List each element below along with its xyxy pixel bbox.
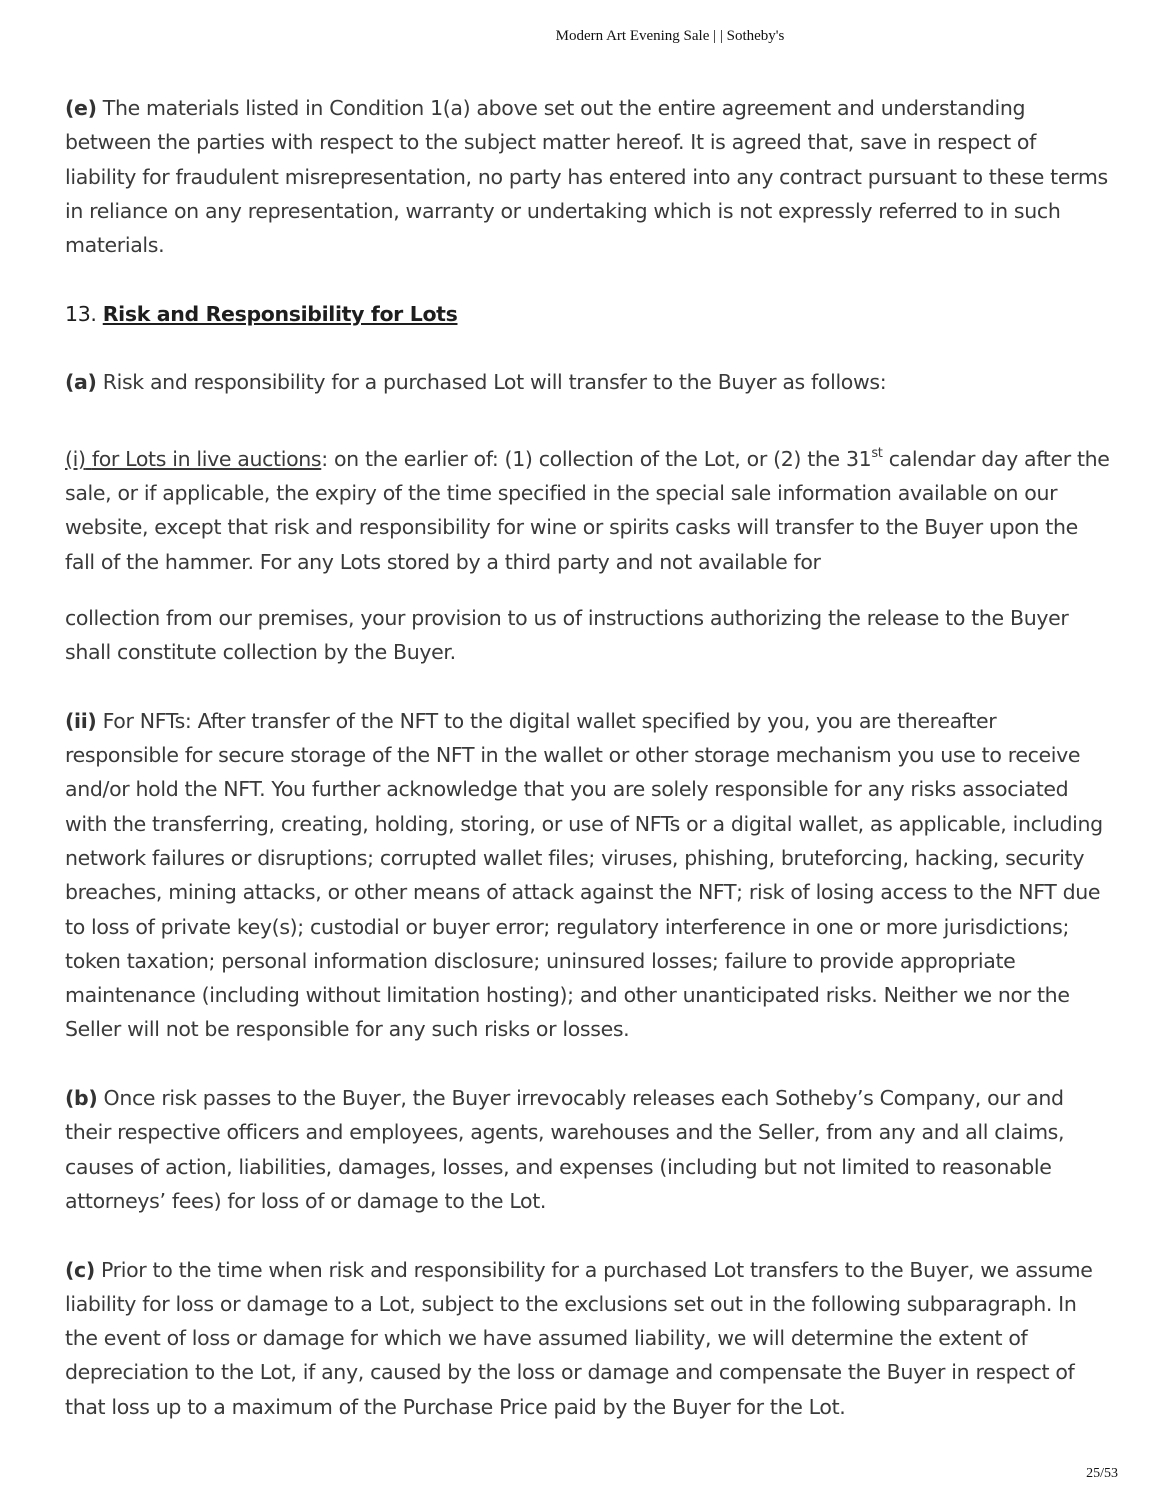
section-title: Risk and Responsibility for Lots xyxy=(102,301,458,326)
paragraph-b xyxy=(65,1081,1110,1218)
section-13-heading xyxy=(65,297,1110,331)
paragraph-label: (e) xyxy=(65,96,97,120)
paragraph-e xyxy=(65,91,1110,262)
paragraph-i-continuation: collection from our premises, your provision to us of instructions authorizing the release to the Buyer shall constitute collection by the Buyer. xyxy=(65,605,1069,665)
document-title: Modern Art Evening Sale | | Sotheby's xyxy=(555,28,785,44)
paragraph-label: (c) xyxy=(65,1257,95,1282)
paragraph-text-post: calendar day after the sale, or if applicable, the expiry of the time specified in the special sale information available on our website, except that risk and responsibility for wine or spirits casks will transfer to the Buyer upon the fall of the hammer. For any Lots stored by a third party and not available for xyxy=(65,446,1110,574)
paragraph-text: The materials listed in Condition 1(a) above set out the entire agreement and understanding between the parties with respect to the subject matter hereof. It is agreed that, save in respect of liability for fraudulent misrepresentation, no party has entered into any contract pursuant to these terms in reliance on any representation, warranty or undertaking which is not expressly referred to in such materials. xyxy=(65,96,1108,258)
paragraph-label: (a) xyxy=(65,370,97,395)
paragraph-text-pre: : on the earlier of: (1) collection of the Lot, or (2) the 31 xyxy=(321,446,872,471)
document-body xyxy=(65,91,1110,1424)
live-auctions-label: for Lots in live auctions xyxy=(91,446,322,471)
paragraph-text: Once risk passes to the Buyer, the Buyer irrevocably releases each Sotheby’s Company, our and their respective officers and employees, agents, warehouses and the Seller, from any and all claims, causes of action, liabilities, damages, losses, and expenses (including but not limited to reasonable attorneys’ fees) for loss of or damage to the Lot. xyxy=(65,1086,1065,1213)
subparagraph-heading xyxy=(65,447,321,471)
paragraph-label: (b) xyxy=(65,1086,98,1111)
paragraph-c xyxy=(65,1253,1110,1424)
paragraph-label: (i) xyxy=(65,446,86,471)
paragraph-a xyxy=(65,365,1110,399)
page-number: 25/53 xyxy=(1086,1466,1118,1481)
paragraph-ii xyxy=(65,704,1110,1047)
running-header xyxy=(0,28,1168,45)
paragraph-text: For NFTs: After transfer of the NFT to the digital wallet specified by you, you are thereafter responsible for secure storage of the NFT in the wallet or other storage mechanism you use to receive and/or hold the NFT. You further acknowledge that you are solely responsible for any risks associated with the transferring, creating, holding, storing, or use of NFTs or a digital wallet, as applicable, including network failures or disruptions; corrupted wallet files; viruses, phishing, bruteforcing, hacking, security breaches, mining attacks, or other means of attack against the NFT; risk of losing access to the NFT due to loss of private key(s); custodial or buyer error; regulatory interference in one or more jurisdictions; token taxation; personal information disclosure; uninsured losses; failure to provide appropriate maintenance (including without limitation hosting); and other unanticipated risks. Neither we nor the Seller will not be responsible for any such risks or losses. xyxy=(65,708,1103,1042)
section-number: 13. xyxy=(65,301,97,326)
paragraph-text: Risk and responsibility for a purchased Lot will transfer to the Buyer as follows: xyxy=(102,370,887,395)
paragraph-i xyxy=(65,442,1110,579)
paragraph-label: (ii) xyxy=(65,708,97,733)
ordinal-suffix: st xyxy=(871,445,883,461)
paragraph-text: Prior to the time when risk and responsibility for a purchased Lot transfers to the Buyer, we assume liability for loss or damage to a Lot, subject to the exclusions set out in the following subparagraph. In the event of loss or damage for which we have assumed liability, we will determine the extent of depreciation to the Lot, if any, caused by the loss or damage and compensate the Buyer in respect of that loss up to a maximum of the Purchase Price paid by the Buyer for the Lot. xyxy=(65,1257,1093,1419)
